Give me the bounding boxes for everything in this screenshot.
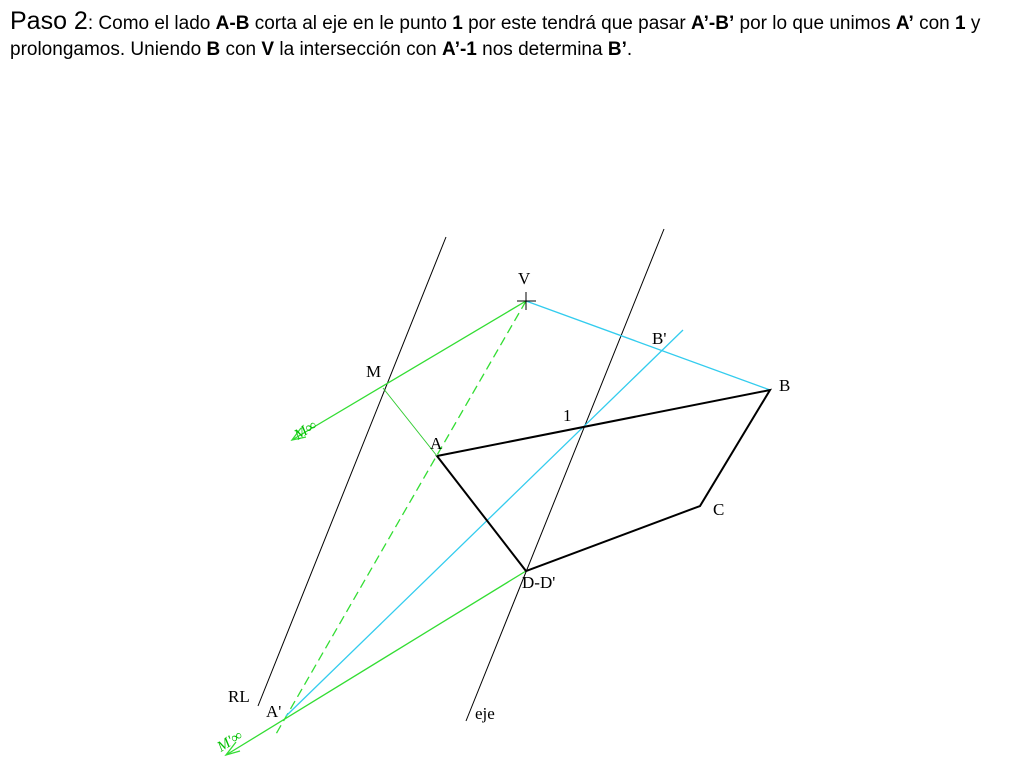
instruction-segment: corta al eje en le punto — [249, 13, 453, 34]
line-rl — [258, 237, 446, 706]
cyan-line-v-b — [526, 301, 770, 390]
label-v: V — [518, 269, 531, 288]
instruction-segment: V — [261, 39, 275, 60]
label-b-prime: B' — [652, 329, 667, 348]
cyan-line-a-prime-b-prime — [286, 330, 683, 716]
label-b: B — [779, 376, 791, 395]
step-title: Paso 2 — [10, 7, 88, 35]
instruction-segment: con — [220, 39, 262, 60]
instruction-segment: por lo que unimos — [734, 13, 896, 34]
label-m: M — [366, 362, 382, 381]
label-rl: RL — [228, 687, 250, 706]
label-a-prime: A' — [266, 702, 282, 721]
instruction-segment: 1 — [955, 13, 966, 34]
instruction-segment: nos determina — [476, 39, 608, 60]
instruction-segment: por este tendrá que pasar — [462, 13, 691, 34]
label-eje: eje — [475, 704, 495, 723]
label-a: A — [430, 434, 443, 453]
instruction-segment: B’ — [607, 39, 627, 60]
green-line-d-a-prime — [226, 571, 526, 755]
instruction-segment: A’-B’ — [690, 13, 735, 34]
label-c: C — [713, 500, 725, 519]
instruction-segment: A-B — [215, 13, 250, 34]
instruction-segment: 1 — [452, 13, 463, 34]
instruction-segment: . — [626, 39, 633, 60]
label-m-inf-upper: M∞ — [291, 417, 320, 444]
instruction-segment: A’-1 — [442, 39, 477, 60]
green-line-v-m — [292, 301, 526, 440]
label-1: 1 — [563, 406, 572, 425]
instruction-segment: : Como el lado — [87, 13, 216, 34]
instruction-segment: B — [206, 39, 221, 60]
instruction-segment: con — [913, 13, 955, 34]
instruction-segment: y prolongamos. Uniendo — [10, 13, 981, 60]
green-dashed-line-v-a-prime — [276, 301, 526, 734]
construction-line-m-a — [383, 388, 437, 456]
instruction-segment: A’ — [895, 13, 914, 34]
instruction-segment: la intersección con — [274, 39, 443, 60]
label-m-inf-lower: M'∞ — [214, 727, 246, 756]
label-d-d-prime: D-D' — [522, 573, 556, 592]
quadrilateral-abcd — [437, 390, 770, 571]
line-eje — [466, 229, 667, 721]
